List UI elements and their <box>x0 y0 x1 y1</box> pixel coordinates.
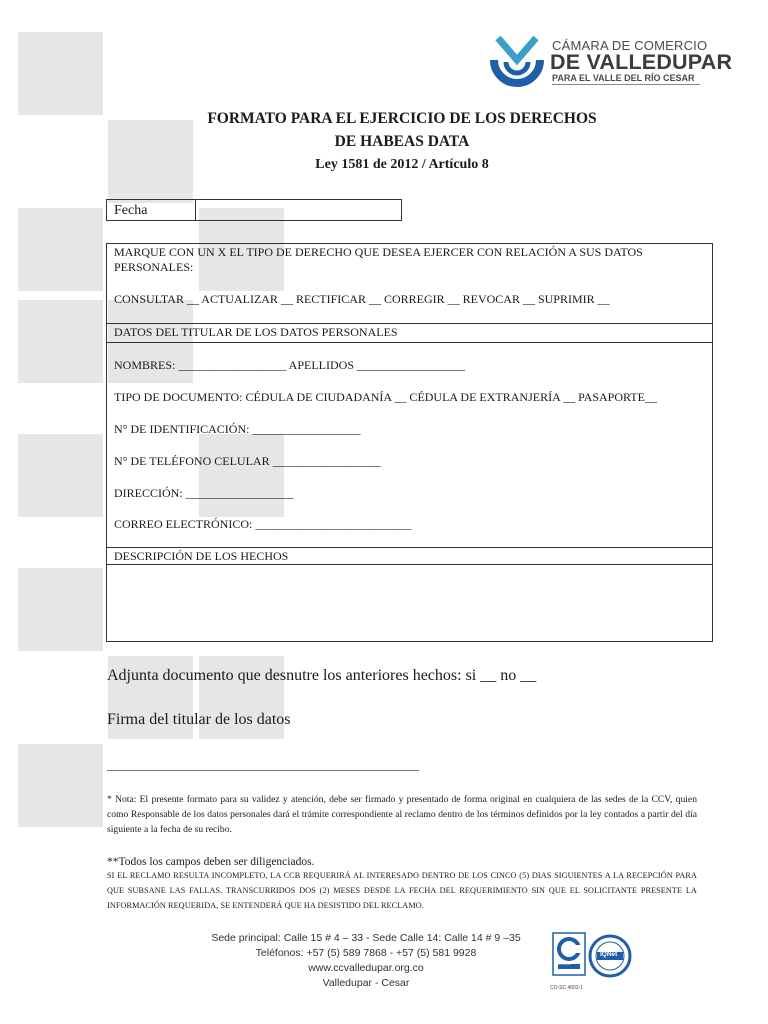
fecha-label: Fecha <box>114 203 148 218</box>
logo-text-line1: CÁMARA DE COMERCIO <box>552 38 708 53</box>
logo-text-line3: PARA EL VALLE DEL RÍO CESAR <box>552 73 695 83</box>
logo-emblem-icon <box>488 32 546 90</box>
certification-badges <box>548 932 634 994</box>
rights-options[interactable]: CONSULTAR __ ACTUALIZAR __ RECTIFICAR __ CORREGIR __ REVOCAR __ SUPRIMIR __ <box>114 292 610 306</box>
section-divider <box>106 564 713 565</box>
footer-line1: Sede principal: Calle 15 # 4 – 33 - Sede Calle 14: Calle 14 # 9 –35 <box>211 932 521 944</box>
email-field[interactable]: CORREO ELECTRÓNICO: __________________________ <box>114 517 412 531</box>
signature-label: Firma del titular de los datos <box>107 711 291 728</box>
incomplete-claim-note: SI EL RECLAMO RESULTA INCOMPLETO, LA CCB REQUERIRÁ AL INTERESADO DENTRO DE LOS CINCO (5) DIAS SIGUIENTES A LA RECEPCIÓN PARA QUE SUBSANE LAS FALLAS. TRANSCURRIDOS DOS (2) MESES DESDE LA FECHA DEL REQUERIMIENTO SIN QUE EL SOLICITANTE PRESENTE LA INFORMACIÓN REQUERIDA, SE ENTENDERÁ QUE HA DESISTIDO DEL RECLAMO. <box>107 871 697 910</box>
watermark-square <box>18 208 103 291</box>
phone-field[interactable]: N° DE TELÉFONO CELULAR __________________ <box>114 454 381 468</box>
signature-line[interactable]: ____________________________________________________ <box>107 758 419 772</box>
watermark-square <box>18 568 103 651</box>
section-divider <box>106 342 713 343</box>
footer-address <box>150 931 582 991</box>
logo-text-line2: DE VALLEDUPAR <box>550 50 733 74</box>
identification-field[interactable]: N° DE IDENTIFICACIÓN: __________________ <box>114 422 361 436</box>
logo-underline <box>552 84 700 85</box>
validity-note: * Nota: El presente formato para su validez y atención, debe ser firmado y presentado de forma original en cualquiera de las sedes de la CCV, quien como Responsable de los datos personales dará el trámite correspondiente al reclamo dentro de los términos definidos por la ley contados a partir del día siguiente a la fecha de su recibo. <box>107 794 697 835</box>
section-divider <box>106 323 713 324</box>
document-type-field[interactable]: TIPO DE DOCUMENTO: CÉDULA DE CIUDADANÍA __ CÉDULA DE EXTRANJERÍA __ PASAPORTE__ <box>114 390 657 404</box>
certification-code: CO-SC 4502-1 <box>550 985 584 991</box>
footer-line2: Teléfonos: +57 (5) 589 7868 - +57 (5) 581 9928 <box>255 947 477 959</box>
document-title-line2: DE HABEAS DATA <box>334 133 470 150</box>
address-field[interactable]: DIRECCIÓN: __________________ <box>114 486 294 500</box>
watermark-square <box>18 32 103 115</box>
footer-website-link[interactable]: www.ccvalledupar.org.co <box>308 962 424 974</box>
all-fields-note: **Todos los campos deben ser diligenciados. <box>107 856 315 868</box>
watermark-square <box>18 300 103 383</box>
watermark-square <box>18 744 103 827</box>
icontec-certification-icon <box>552 932 586 982</box>
nombres-apellidos-field[interactable]: NOMBRES: __________________ APELLIDOS __________________ <box>114 358 466 372</box>
chamber-logo <box>488 32 733 90</box>
iso-label: ISO 9001 <box>554 961 571 966</box>
holder-section-title: DATOS DEL TITULAR DE LOS DATOS PERSONALES <box>114 325 398 339</box>
section-divider <box>106 547 713 548</box>
attachment-question[interactable]: Adjunta documento que desnutre los anteriores hechos: si __ no __ <box>107 667 537 684</box>
document-subtitle: Ley 1581 de 2012 / Artículo 8 <box>315 157 489 172</box>
footer-line4: Valledupar - Cesar <box>322 977 410 989</box>
document-title-line1: FORMATO PARA EL EJERCICIO DE LOS DERECHOS <box>207 110 597 127</box>
rights-instruction: MARQUE CON UN X EL TIPO DE DERECHO QUE DESEA EJERCER CON RELACIÓN A SUS DATOS PERSONALES: <box>114 245 643 274</box>
watermark-square <box>18 434 103 517</box>
fecha-divider <box>195 200 196 220</box>
iqnet-label: IQNet <box>600 951 618 958</box>
description-textarea[interactable] <box>108 566 710 640</box>
description-title: DESCRIPCIÓN DE LOS HECHOS <box>114 549 289 563</box>
fecha-field[interactable] <box>106 199 402 221</box>
